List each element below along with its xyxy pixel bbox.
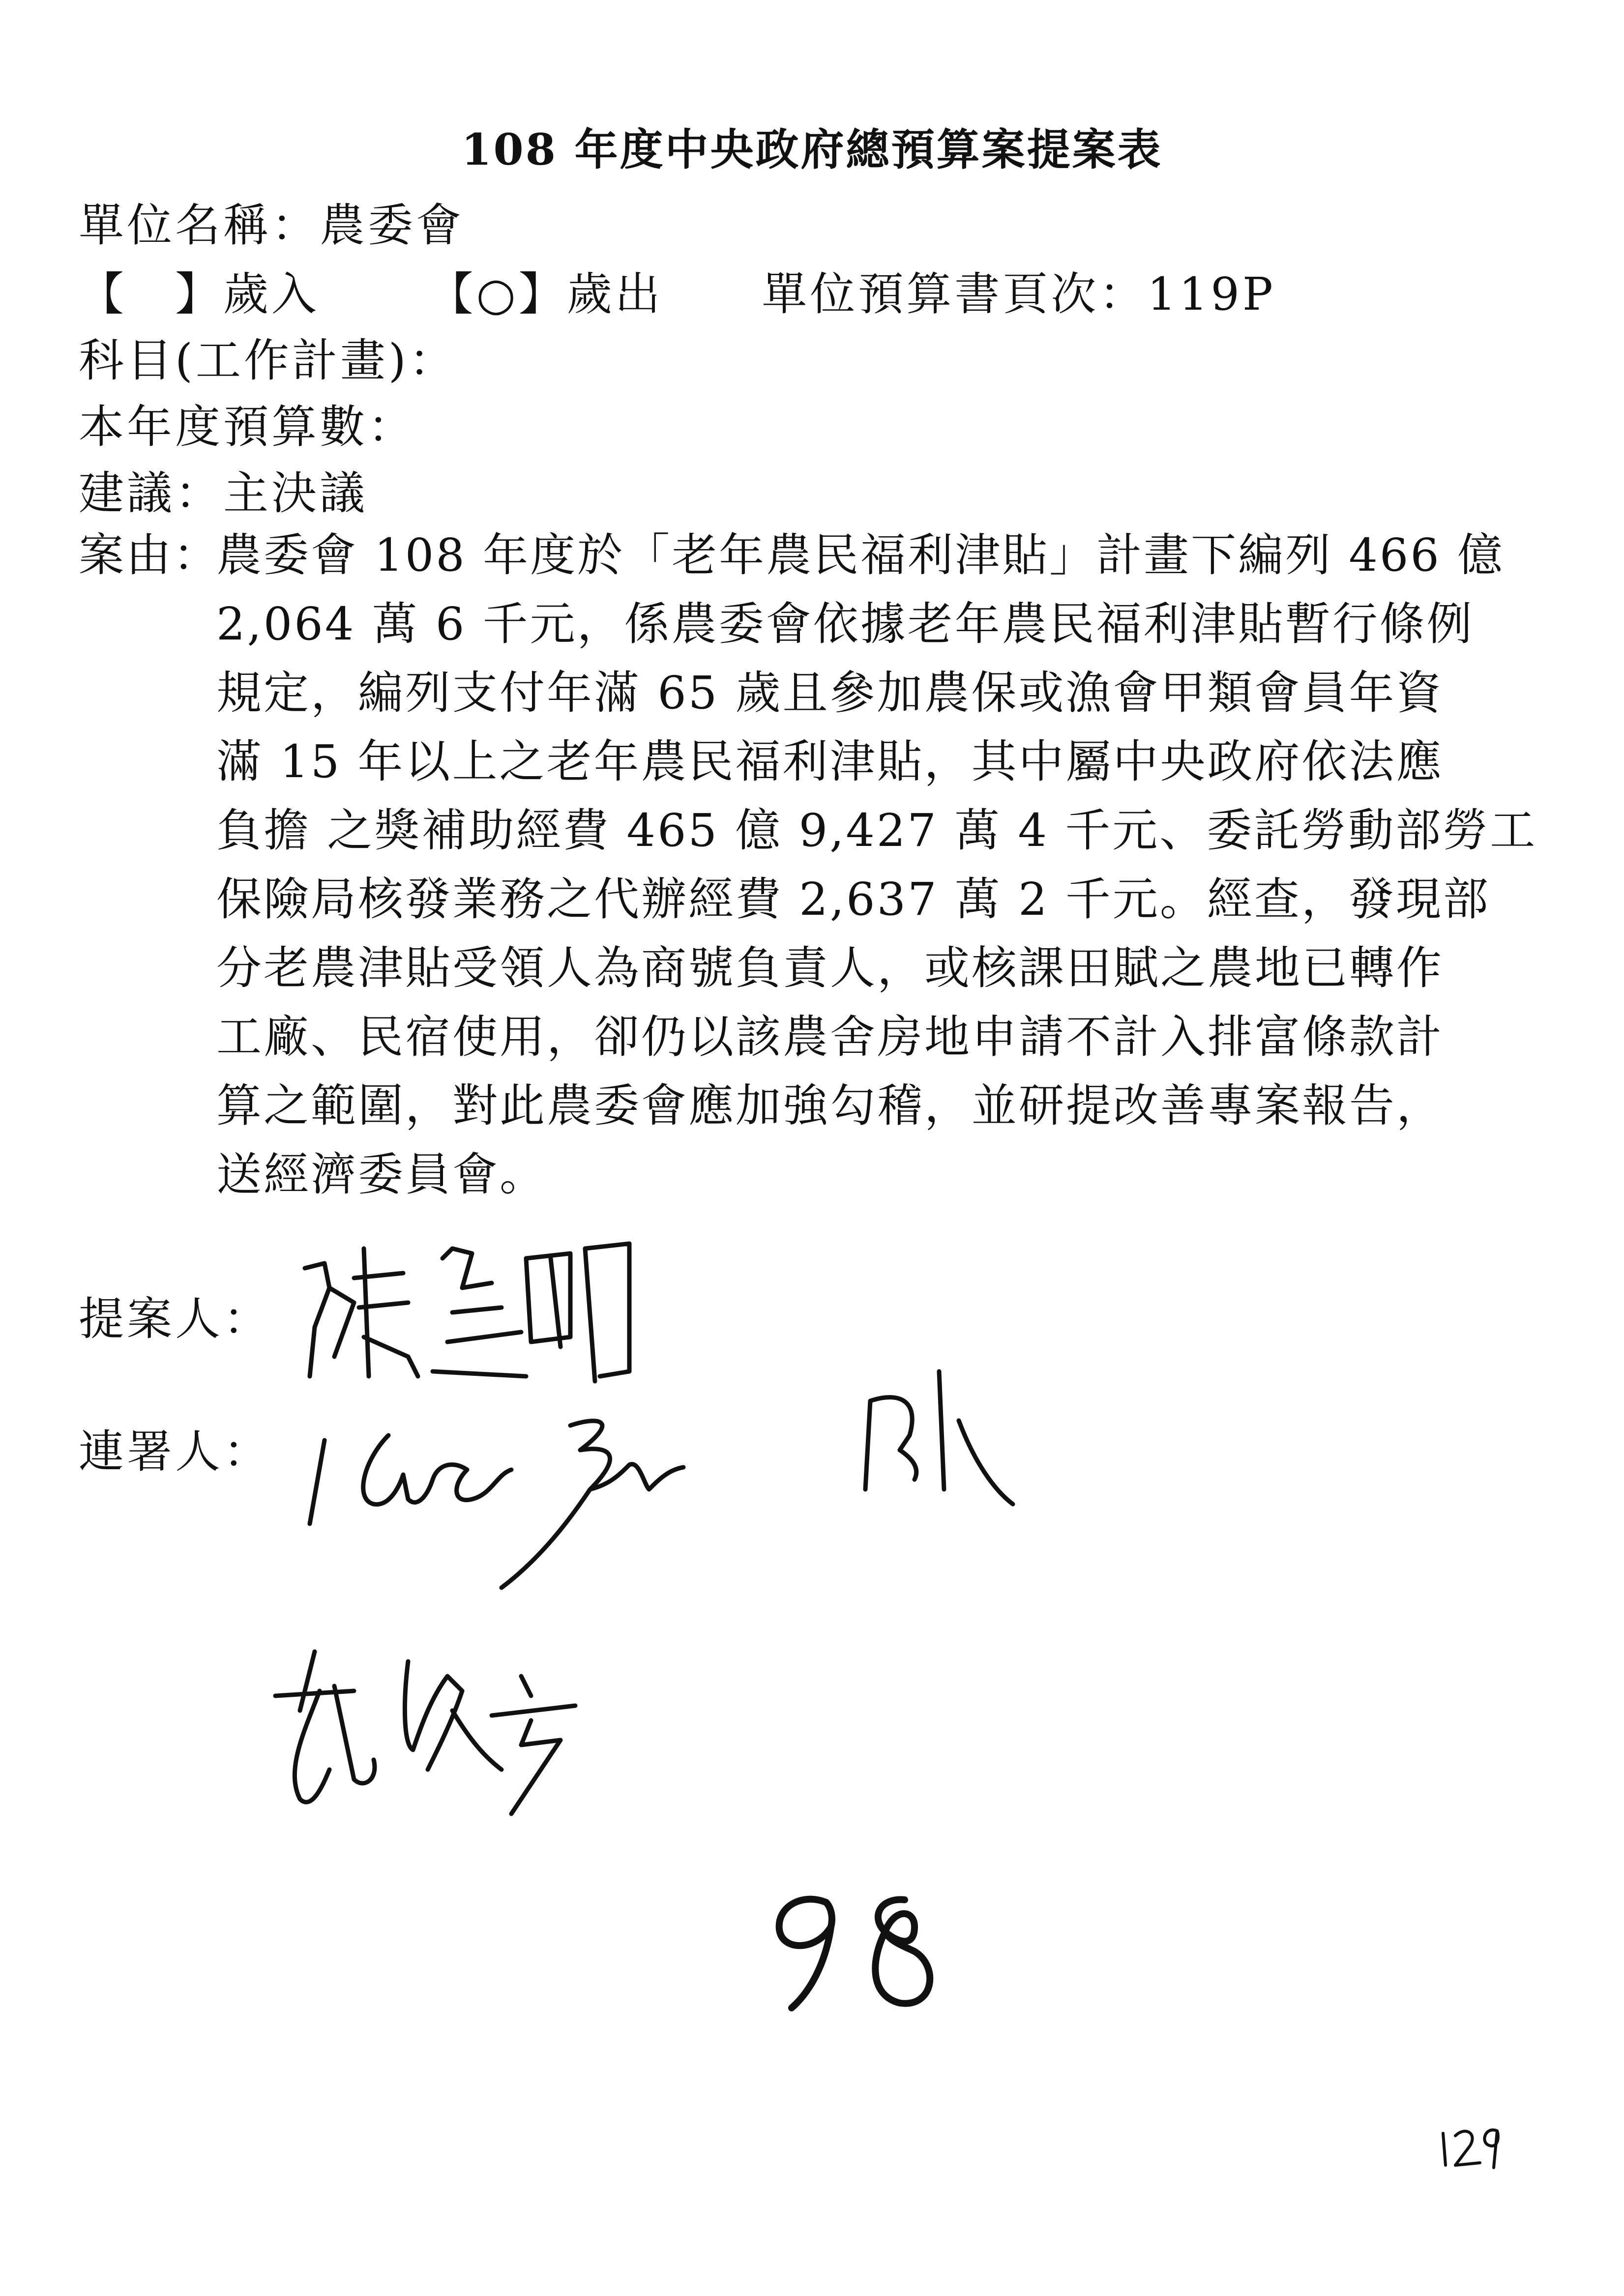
handwritten-number xyxy=(752,1888,959,2015)
reason-line: 滿 15 年以上之老年農民福利津貼，其中屬中央政府依法應 xyxy=(216,735,1444,788)
unit-row xyxy=(79,189,464,254)
unit-label: 單位名稱： xyxy=(79,199,320,252)
cosigner-signature-2 xyxy=(256,1622,600,1829)
proposer-label: 提案人： xyxy=(79,1293,272,1345)
suggestion-label: 建議： xyxy=(79,467,224,520)
page-number xyxy=(1436,2119,1505,2173)
budget-type-row xyxy=(79,258,1276,323)
reason-line: 分老農津貼受領人為商號負責人，或核課田賦之農地已轉作 xyxy=(216,942,1444,994)
cosigner-label: 連署人： xyxy=(79,1425,272,1478)
reason-line: 規定，編列支付年滿 65 歲且參加農保或漁會甲類會員年資 xyxy=(216,667,1444,719)
budget-amount-row xyxy=(79,391,416,456)
income-checkbox-label: 【 】歲入 xyxy=(79,268,320,320)
reason-line: 工廠、民宿使用，卻仍以該農舍房地申請不計入排富條款計 xyxy=(216,1011,1444,1063)
reason-line: 農委會 108 年度於「老年農民福利津貼」計畫下編列 466 億 xyxy=(216,529,1505,581)
reason-line: 送經濟委員會。 xyxy=(216,1148,547,1201)
reason-line: 保險局核發業務之代辦經費 2,637 萬 2 千元。經查，發現部 xyxy=(216,873,1490,926)
cosigner-signature-1 xyxy=(305,1362,1141,1598)
page-ref-value: 119P xyxy=(1147,268,1276,320)
reason-line: 算之範圍，對此農委會應加強勾稽，並研提改善專案報告， xyxy=(216,1079,1444,1132)
budget-amount-label: 本年度預算數： xyxy=(79,401,416,453)
suggestion-row xyxy=(79,457,368,522)
subject-row xyxy=(79,324,457,389)
expense-checkbox-label: 【○】歲出 xyxy=(428,268,663,320)
page-ref-label: 單位預算書頁次： xyxy=(762,268,1148,320)
unit-value: 農委會 xyxy=(320,199,465,252)
reason-text xyxy=(216,521,1593,1209)
reason-label: 案由： xyxy=(79,529,221,581)
suggestion-value: 主決議 xyxy=(223,467,368,520)
reason-line: 負擔 之獎補助經費 465 億 9,427 萬 4 千元、委託勞動部勞工 xyxy=(216,804,1537,857)
document-title: 108 年度中央政府總預算案提案表 xyxy=(461,124,1163,175)
reason-line: 2,064 萬 6 千元，係農委會依據老年農民福利津貼暫行條例 xyxy=(216,598,1474,650)
subject-label: 科目(工作計畫)： xyxy=(79,334,457,387)
